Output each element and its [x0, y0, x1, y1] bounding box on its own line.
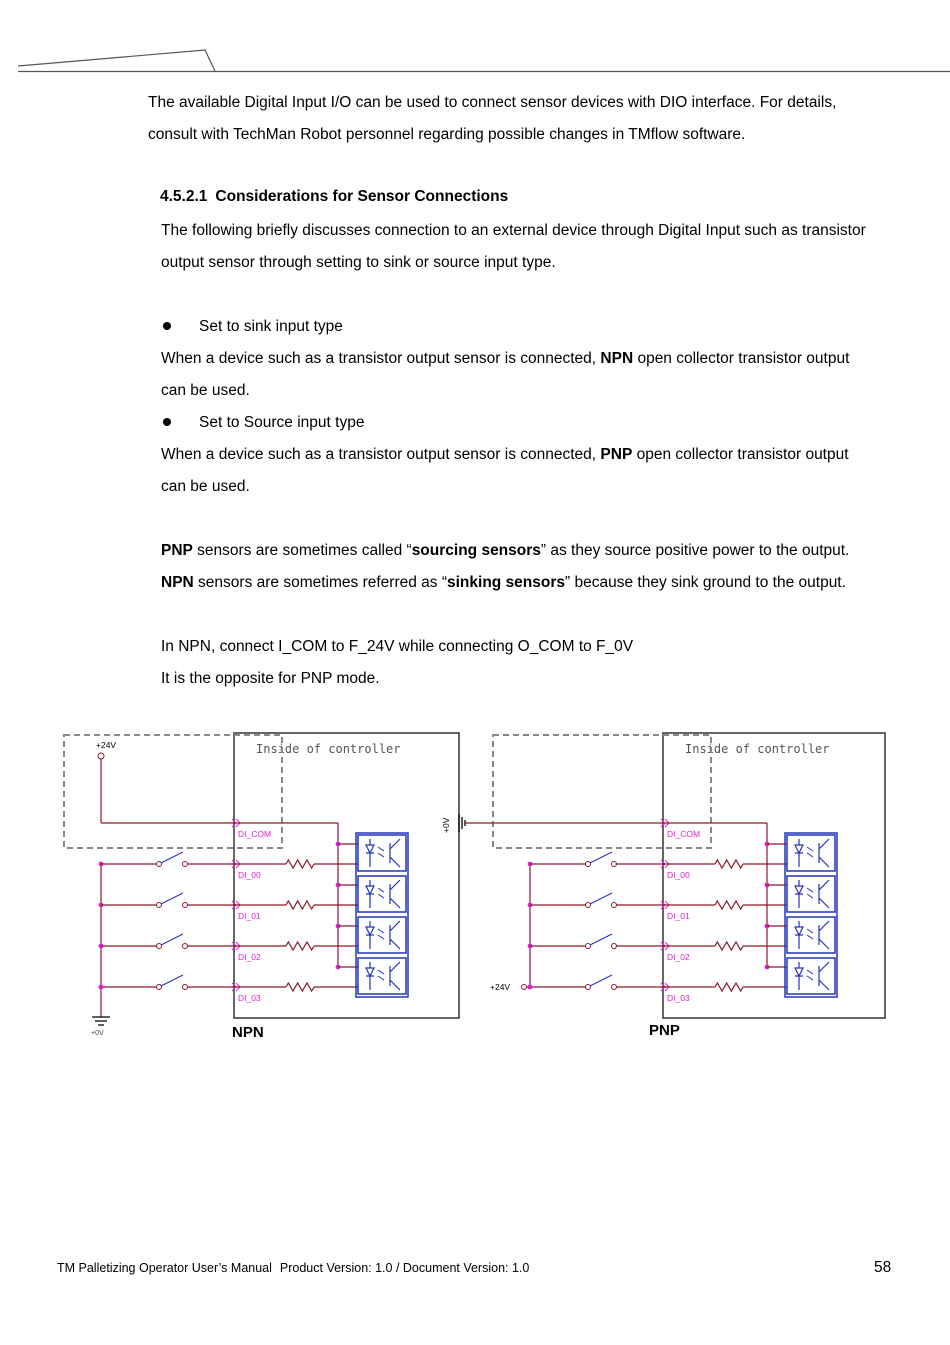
- light-arrows: [807, 847, 813, 857]
- source-pnp-bold: PNP: [600, 446, 633, 463]
- channel-label-di-00: DI_00: [667, 870, 690, 880]
- ground-symbol: [92, 1017, 110, 1025]
- switch-lever: [161, 852, 183, 863]
- switch-contact: [183, 862, 188, 867]
- led-symbol: [795, 886, 803, 894]
- section-title: Considerations for Sensor Connections: [215, 188, 509, 205]
- switch-contact: [612, 944, 617, 949]
- pnp-note-end: ” as they source positive power to the output.: [540, 542, 850, 559]
- led-symbol: [795, 845, 803, 853]
- inside-controller-label: Inside of controller: [685, 742, 830, 756]
- controller-box: [663, 733, 885, 1018]
- light-arrows: [378, 970, 384, 980]
- led-symbol: [366, 845, 374, 853]
- channel-label-di-00: DI_00: [238, 870, 261, 880]
- channel-label-di-02: DI_02: [667, 952, 690, 962]
- phototransistor-symbol: [390, 962, 400, 990]
- supply-terminal: [98, 753, 104, 759]
- resistor: [715, 942, 743, 950]
- switch-lever: [590, 934, 612, 945]
- junction-node: [528, 985, 533, 990]
- source-pre-text: When a device such as a transistor output sensor is connected,: [161, 446, 601, 463]
- footer: [57, 1261, 529, 1275]
- light-arrows: [807, 888, 813, 898]
- switch-contact: [157, 903, 162, 908]
- sink-npn-bold: NPN: [600, 350, 634, 367]
- source-paragraph-line-2: can be used.: [161, 478, 250, 495]
- light-arrows: [807, 970, 813, 980]
- channel-label-di-02: DI_02: [238, 952, 261, 962]
- intro-line-1: The available Digital Input I/O can be used to connect sensor devices with DIO interface. For details,: [148, 94, 837, 111]
- resistor: [715, 860, 743, 868]
- led-symbol: [795, 927, 803, 935]
- switch-contact: [183, 903, 188, 908]
- controller-box: [234, 733, 459, 1018]
- phototransistor-symbol: [819, 962, 829, 990]
- section-line-1: The following briefly discusses connection to an external device through Digital Input such as transistor: [161, 222, 866, 239]
- pnp-diagram-label: PNP: [649, 1022, 680, 1039]
- light-arrows: [378, 888, 384, 898]
- switch-contact: [586, 985, 591, 990]
- intro-line-2: consult with TechMan Robot personnel regarding possible changes in TMflow software.: [148, 126, 746, 143]
- page-number: 58: [874, 1259, 892, 1276]
- switch-lever: [161, 975, 183, 986]
- resistor: [286, 983, 314, 991]
- switch-contact: [157, 862, 162, 867]
- resistor: [715, 901, 743, 909]
- pnp-note-term: sourcing sensors: [411, 542, 541, 559]
- switch-contact: [157, 944, 162, 949]
- led-symbol: [366, 968, 374, 976]
- led-symbol: [795, 968, 803, 976]
- switch-contact: [157, 985, 162, 990]
- phototransistor-symbol: [390, 839, 400, 867]
- npn-note-end: ” because they sink ground to the output.: [565, 574, 846, 591]
- channel-label-di-01: DI_01: [238, 911, 261, 921]
- pnp-note-bold: PNP: [161, 542, 193, 559]
- channel-label-di-03: DI_03: [667, 993, 690, 1003]
- sink-post-text: open collector transistor output: [633, 350, 850, 367]
- supply-bottom-label: +0V: [91, 1030, 104, 1037]
- section-number: 4.5.2.1: [160, 188, 208, 205]
- resistor: [286, 901, 314, 909]
- led-symbol: [366, 927, 374, 935]
- source-post-text: open collector transistor output: [632, 446, 849, 463]
- footer-version: Product Version: 1.0 / Document Version: 1.0: [279, 1261, 530, 1275]
- phototransistor-symbol: [819, 839, 829, 867]
- switch-contact: [586, 903, 591, 908]
- wiring-line-1: In NPN, connect I_COM to F_24V while connecting O_COM to F_0V: [161, 638, 634, 655]
- pnp-note-mid: sensors are sometimes called “: [192, 542, 412, 559]
- light-arrows: [807, 929, 813, 939]
- switch-contact: [612, 903, 617, 908]
- switch-contact: [183, 944, 188, 949]
- light-arrows: [378, 847, 384, 857]
- resistor: [715, 983, 743, 991]
- source-bullet-text: Set to Source input type: [199, 414, 365, 431]
- phototransistor-symbol: [390, 880, 400, 908]
- npn-note-bold: NPN: [161, 574, 194, 591]
- led-symbol: [366, 886, 374, 894]
- footer-manual-title: TM Palletizing Operator User’s Manual: [57, 1261, 272, 1275]
- sink-bullet-text: Set to sink input type: [199, 318, 343, 335]
- phototransistor-symbol: [819, 880, 829, 908]
- supply-top-label: +0V: [441, 817, 451, 833]
- switch-contact: [612, 862, 617, 867]
- switch-contact: [586, 862, 591, 867]
- channel-label-di-03: DI_03: [238, 993, 261, 1003]
- channel-label-di-01: DI_01: [667, 911, 690, 921]
- phototransistor-symbol: [390, 921, 400, 949]
- supply-bottom-label: +24V: [490, 982, 511, 992]
- sink-paragraph-line-2: can be used.: [161, 382, 250, 399]
- inside-controller-label: Inside of controller: [256, 742, 401, 756]
- npn-diagram-label: NPN: [232, 1024, 264, 1041]
- npn-note-term: sinking sensors: [447, 574, 566, 591]
- sink-pre-text: When a device such as a transistor output sensor is connected,: [161, 350, 601, 367]
- switch-contact: [612, 985, 617, 990]
- switch-lever: [161, 893, 183, 904]
- section-line-2: output sensor through setting to sink or source input type.: [161, 254, 556, 271]
- switch-lever: [590, 893, 612, 904]
- phototransistor-symbol: [819, 921, 829, 949]
- channel-label-di-com: DI_COM: [667, 829, 701, 839]
- switch-lever: [590, 852, 612, 863]
- npn-note-mid: sensors are sometimes referred as “: [193, 574, 447, 591]
- junction-node: [99, 985, 104, 990]
- switch-lever: [161, 934, 183, 945]
- channel-label-di-com: DI_COM: [238, 829, 272, 839]
- switch-contact: [183, 985, 188, 990]
- wiring-line-2: It is the opposite for PNP mode.: [161, 670, 380, 687]
- light-arrows: [378, 929, 384, 939]
- supply-terminal: [522, 985, 527, 990]
- ground-symbol: [459, 814, 465, 832]
- switch-contact: [586, 944, 591, 949]
- supply-top-label: +24V: [96, 740, 117, 750]
- resistor: [286, 942, 314, 950]
- resistor: [286, 860, 314, 868]
- switch-lever: [590, 975, 612, 986]
